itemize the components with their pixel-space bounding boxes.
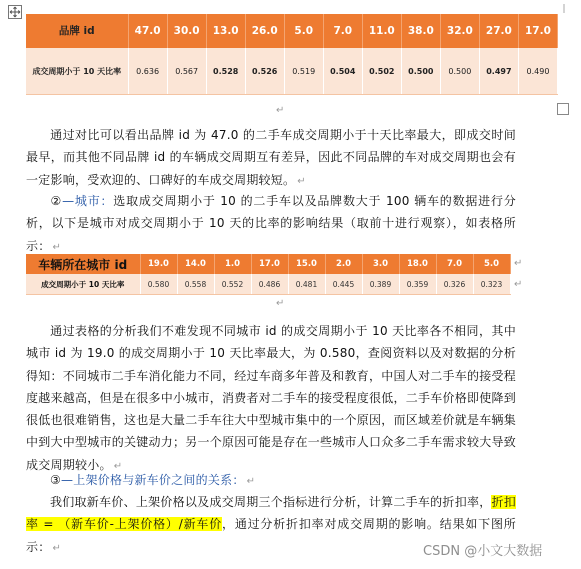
table-cell: 0.500 xyxy=(440,48,479,95)
brand-id-header: 品牌 id xyxy=(26,14,128,48)
table-cell: 0.558 xyxy=(177,274,214,295)
table-cell: 18.0 xyxy=(399,254,436,274)
paragraph-mark: ↵ xyxy=(297,175,306,187)
table-cell: 7.0 xyxy=(323,14,362,48)
paragraph-mark: ↵ xyxy=(276,298,285,309)
table-cell: 19.0 xyxy=(140,254,177,274)
city-table-header-row xyxy=(26,254,510,274)
table-cell: 0.359 xyxy=(399,274,436,295)
ratio-label: 成交周期小于 10 天比率 xyxy=(26,48,128,95)
paragraph-mark: ↵ xyxy=(514,279,523,290)
table-cell: 1.0 xyxy=(214,254,251,274)
table-cell: 0.526 xyxy=(245,48,284,95)
paragraph-mark: ↵ xyxy=(246,476,256,487)
table-cell: 0.567 xyxy=(167,48,206,95)
table-cell: 0.486 xyxy=(251,274,288,295)
table-cell: 0.580 xyxy=(140,274,177,295)
paragraph-price-heading xyxy=(26,469,516,493)
table-cell: 0.445 xyxy=(325,274,362,295)
watermark: CSDN @小文大数据 xyxy=(423,544,543,559)
paragraph-brand-analysis xyxy=(26,124,516,193)
table-cell: 17.0 xyxy=(518,14,557,48)
brand-table-header-row xyxy=(26,14,558,48)
table-cell: 26.0 xyxy=(245,14,284,48)
table-cell: 3.0 xyxy=(362,254,399,274)
table-cell: 0.528 xyxy=(206,48,245,95)
table-cell: 0.326 xyxy=(436,274,473,295)
paragraph-city-intro xyxy=(26,190,516,259)
table-cell: 14.0 xyxy=(177,254,214,274)
table-cell: 30.0 xyxy=(167,14,206,48)
table-cell: 0.497 xyxy=(479,48,518,95)
table-cell: 7.0 xyxy=(436,254,473,274)
city-table xyxy=(26,254,511,295)
paragraph-mark: ↵ xyxy=(113,460,123,472)
table-cell: 0.389 xyxy=(362,274,399,295)
table-cell: 0.552 xyxy=(214,274,251,295)
table-move-handle-icon[interactable] xyxy=(8,5,22,19)
paragraph-text: 通过对比可以看出品牌 id 为 47.0 的二手车成交周期小于十天比率最大，即成交时间最早，而其他不同品牌 id 的车辆成交周期互有差异，因此不同品牌的车对成交周期也会有一定影响，受欢迎的、口碑好的车成交周期较短。 xyxy=(26,128,516,187)
table-cell: 38.0 xyxy=(401,14,440,48)
table-cell: 0.504 xyxy=(323,48,362,95)
table-cell: 0.481 xyxy=(288,274,325,295)
paragraph-mark: ↵ xyxy=(514,258,523,269)
city-id-header: 车辆所在城市 id xyxy=(26,254,140,274)
paragraph-text: 通过表格的分析我们不难发现不同城市 id 的成交周期小于 10 天比率各不相同，其中城市 id 为 19.0 的成交周期小于 10 天比率最大，为 0.580，查阅资料以及对数据的分析得知：不同城市二手车消化能力不同，经过车商多年普及和教育，中国人对二手车的接受程度越来越高，但是在很多中小城市，消费者对二手车的接受程度很低，二手车价格即使降到很低也很难销售，这也是大量二手车往大中型城市集中的一个原因，而区域差价就是车辆集中到大中型城市的关键动力；另一个原因可能是存在一些城市人口众多二手车需求较大导致成交周期较小。 xyxy=(26,324,516,472)
brand-table xyxy=(26,14,558,95)
paragraph-text: 我们取新车价、上架价格以及成交周期三个指标进行分析，计算二手车的折扣率， xyxy=(50,495,492,509)
paragraph-mark: ↵ xyxy=(52,241,62,253)
paragraph-text: 选取成交周期小于 10 的二手车以及品牌数大于 100 辆车的数据进行分析，以下是城市对成交周期小于 10 天的比率的影响结果（取前十进行观察），如表格所示： xyxy=(26,194,516,253)
table-cell: 17.0 xyxy=(251,254,288,274)
table-cell: 0.323 xyxy=(473,274,510,295)
table-cell: 0.502 xyxy=(362,48,401,95)
paragraph-city-analysis xyxy=(26,320,516,478)
paragraph-mark: ↵ xyxy=(276,105,285,116)
paragraph-text: ，通过分析折扣率对成交周期的影响。结果如下图所示： xyxy=(26,517,516,554)
section-number: ③ xyxy=(50,473,61,487)
table-cell: 32.0 xyxy=(440,14,479,48)
table-cell: 47.0 xyxy=(128,14,167,48)
table-cell: 13.0 xyxy=(206,14,245,48)
margin-corner-icon xyxy=(563,4,573,14)
city-table-ratio-row xyxy=(26,274,510,295)
table-cell: 11.0 xyxy=(362,14,401,48)
table-cell: 0.636 xyxy=(128,48,167,95)
table-cell: 0.519 xyxy=(284,48,323,95)
table-cell: 2.0 xyxy=(325,254,362,274)
discount-formula: 折扣率 = （新车价-上架价格）/新车价 xyxy=(26,495,516,532)
table-cell: 15.0 xyxy=(288,254,325,274)
table-resize-handle[interactable] xyxy=(557,103,569,115)
table-cell: 5.0 xyxy=(284,14,323,48)
paragraph-mark: ↵ xyxy=(52,542,62,554)
table-cell: 5.0 xyxy=(473,254,510,274)
section-heading-city: —城市： xyxy=(62,194,114,208)
section-heading-price: —上架价格与新车价之间的关系： xyxy=(61,473,245,487)
ratio-label: 成交周期小于 10 天比率 xyxy=(26,274,140,295)
table-cell: 0.500 xyxy=(401,48,440,95)
section-number: ② xyxy=(50,194,63,208)
table-cell: 27.0 xyxy=(479,14,518,48)
table-cell: 0.490 xyxy=(518,48,557,95)
brand-table-ratio-row xyxy=(26,48,558,95)
